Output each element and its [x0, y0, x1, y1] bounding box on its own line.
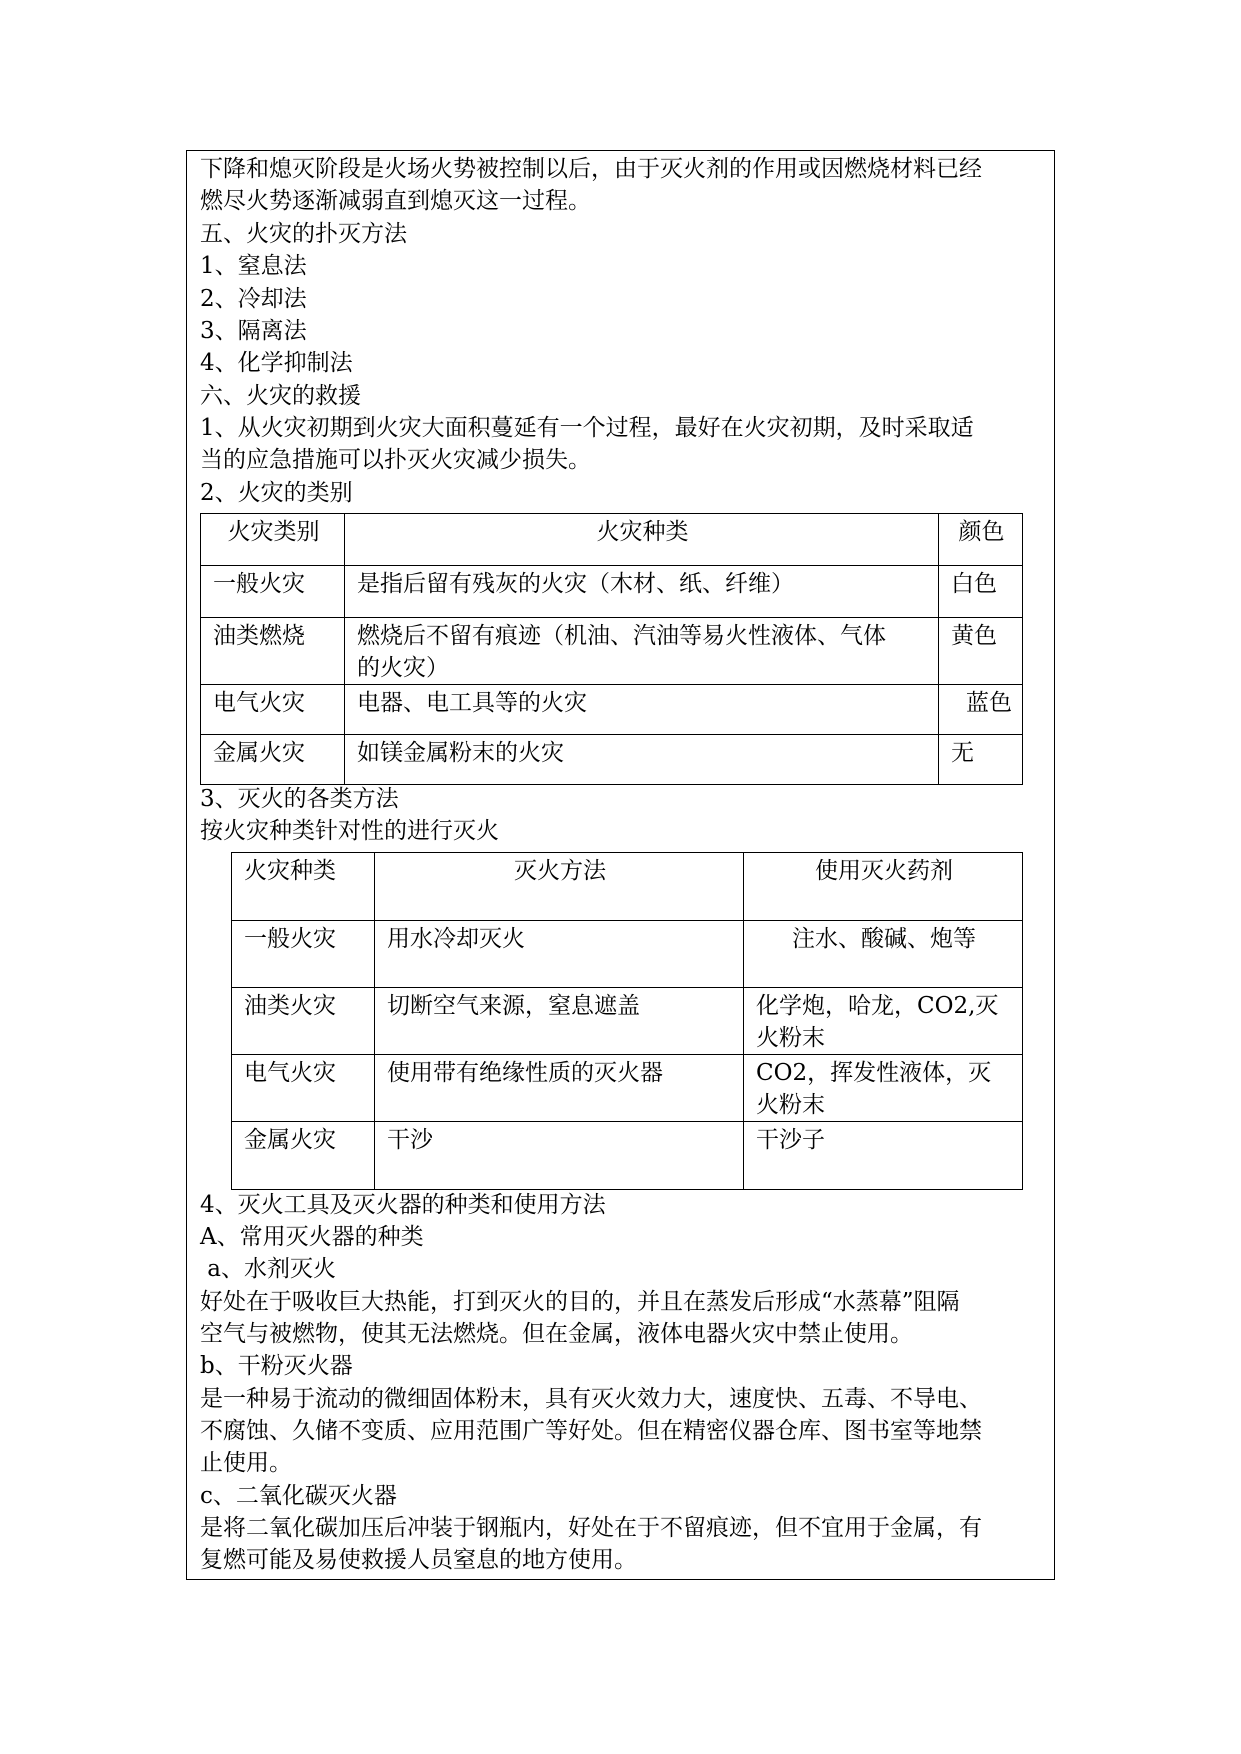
method-item: 3、隔离法 [200, 318, 307, 344]
section6-heading: 六、火灾的救援 [200, 383, 361, 409]
cell-type-line: 的火灾） [357, 655, 449, 681]
section-tools-heading: 4、灭火工具及灭火器的种类和使用方法 [200, 1192, 606, 1218]
cell-method: 使用带有绝缘性质的灭火器 [375, 1055, 744, 1122]
cell-fire-type: 金属火灾 [232, 1122, 375, 1190]
intro-line-1: 下降和熄灭阶段是火场火势被控制以后，由于灭火剂的作用或因燃烧材料已经 [200, 156, 982, 182]
header-color: 颜色 [939, 514, 1023, 566]
table-row [201, 566, 1023, 618]
cell-color: 蓝色 [939, 685, 1023, 735]
cell-type: 电器、电工具等的火灾 [345, 685, 939, 735]
table-row [201, 618, 1023, 685]
method-item: 1、窒息法 [200, 253, 307, 279]
cell-category: 金属火灾 [201, 735, 345, 785]
water-extinguisher-line: 好处在于吸收巨大热能，打到灭火的目的，并且在蒸发后形成“水蒸幕”阻隔 [200, 1289, 960, 1315]
cell-agent-line: 火粉末 [756, 1092, 825, 1118]
cell-color: 黄色 [939, 618, 1023, 685]
co2-extinguisher-line: 是将二氧化碳加压后冲装于钢瓶内，好处在于不留痕迹，但不宜用于金属，有 [200, 1515, 982, 1541]
section6-item1-line1: 1、从火灾初期到火灾大面积蔓延有一个过程，最好在火灾初期，及时采取适 [200, 415, 974, 441]
water-extinguisher-line: 空气与被燃物，使其无法燃烧。但在金属，液体电器火灾中禁止使用。 [200, 1321, 913, 1347]
cell-method: 用水冷却灭火 [375, 921, 744, 988]
cell-type: 是指后留有残灰的火灾（木材、纸、纤维） [345, 566, 939, 618]
header-agent: 使用灭火药剂 [744, 853, 1023, 921]
cell-agent [744, 921, 1023, 988]
header-category: 火灾类别 [201, 514, 345, 566]
header-type: 火灾种类 [345, 514, 939, 566]
table-row [201, 685, 1023, 735]
extinguish-table [231, 852, 1023, 1190]
cell-fire-type: 一般火灾 [232, 921, 375, 988]
header-fire-type: 火灾种类 [232, 853, 375, 921]
section6-item1-line2: 当的应急措施可以扑灭火灾减少损失。 [200, 447, 591, 473]
cell-agent [744, 988, 1023, 1055]
powder-extinguisher-line: 是一种易于流动的微细固体粉末，具有灭火效力大，速度快、五毒、不导电、 [200, 1386, 982, 1412]
table-header-row [232, 853, 1023, 921]
fire-class-table [200, 513, 1023, 785]
cell-color: 白色 [939, 566, 1023, 618]
table-row [232, 988, 1023, 1055]
cell-agent-line: 火粉末 [756, 1025, 825, 1051]
section5-heading: 五、火灾的扑灭方法 [200, 221, 407, 247]
cell-agent-line: 注水、酸碱、炮等 [792, 926, 976, 952]
table-row [232, 921, 1023, 988]
cell-category: 电气火灾 [201, 685, 345, 735]
cell-agent-line: CO2，挥发性液体，灭 [756, 1060, 992, 1086]
table-row [201, 735, 1023, 785]
section6-item2-heading: 2、火灾的类别 [200, 480, 353, 506]
section-tools-sub-a: A、常用灭火器的种类 [200, 1224, 424, 1250]
cell-agent-line: 干沙子 [756, 1127, 825, 1153]
powder-extinguisher-line: 止使用。 [200, 1450, 292, 1476]
cell-category: 一般火灾 [201, 566, 345, 618]
table-row [232, 1055, 1023, 1122]
cell-method: 切断空气来源，窒息遮盖 [375, 988, 744, 1055]
powder-extinguisher-title: b、干粉灭火器 [200, 1353, 353, 1379]
cell-type [345, 618, 939, 685]
document-frame [186, 150, 1055, 1580]
table-row [232, 1122, 1023, 1190]
cell-agent-line: 化学炮，哈龙，CO2,灭 [756, 993, 999, 1019]
method-item: 4、化学抑制法 [200, 350, 353, 376]
co2-extinguisher-line: 复燃可能及易使救援人员窒息的地方使用。 [200, 1547, 637, 1573]
cell-agent [744, 1055, 1023, 1122]
header-method: 灭火方法 [375, 853, 744, 921]
co2-extinguisher-title: c、二氧化碳灭火器 [200, 1483, 397, 1509]
cell-type-line: 燃烧后不留有痕迹（机油、汽油等易火性液体、气体 [357, 623, 886, 649]
cell-type: 如镁金属粉末的火灾 [345, 735, 939, 785]
table-header-row [201, 514, 1023, 566]
cell-color: 无 [939, 735, 1023, 785]
section-methods-heading: 3、灭火的各类方法 [200, 786, 399, 812]
cell-category: 油类燃烧 [201, 618, 345, 685]
water-extinguisher-title: a、水剂灭火 [200, 1256, 337, 1282]
method-item: 2、冷却法 [200, 286, 307, 312]
intro-line-2: 燃尽火势逐渐减弱直到熄灭这一过程。 [200, 188, 591, 214]
cell-agent [744, 1122, 1023, 1190]
cell-fire-type: 电气火灾 [232, 1055, 375, 1122]
cell-method: 干沙 [375, 1122, 744, 1190]
cell-fire-type: 油类火灾 [232, 988, 375, 1055]
section-methods-subheading: 按火灾种类针对性的进行灭火 [200, 818, 499, 844]
powder-extinguisher-line: 不腐蚀、久储不变质、应用范围广等好处。但在精密仪器仓库、图书室等地禁 [200, 1418, 982, 1444]
